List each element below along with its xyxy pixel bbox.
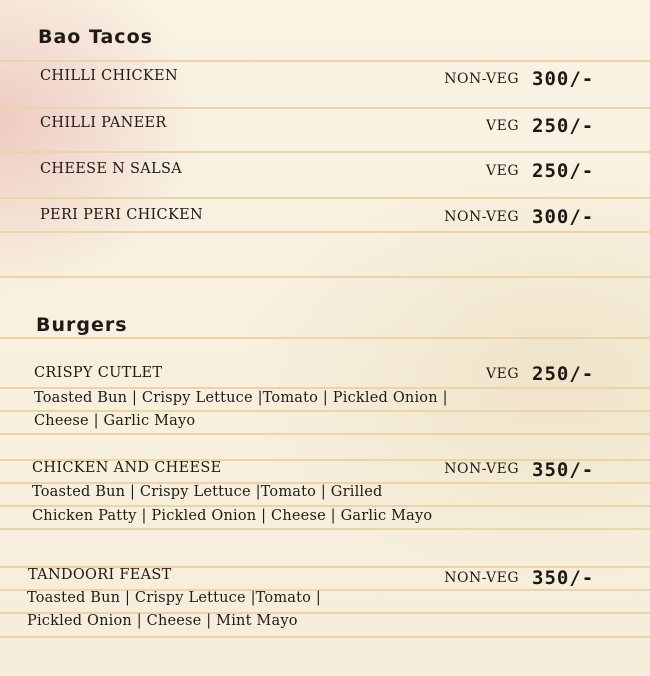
item-name: CRISPY CUTLET [34, 365, 163, 381]
ruled-line [0, 197, 650, 199]
item-name: CHILLI CHICKEN [40, 68, 178, 84]
item-price: 250/- [532, 115, 595, 137]
item-name: CHILLI PANEER [40, 115, 167, 131]
item-description: Pickled Onion | Cheese | Mint Mayo [27, 613, 298, 629]
item-price: 350/- [532, 459, 595, 481]
ruled-line [0, 276, 650, 278]
item-description: Toasted Bun | Crispy Lettuce |Tomato | Grilled [32, 484, 383, 500]
item-price: 300/- [532, 68, 595, 90]
item-description: Toasted Bun | Crispy Lettuce |Tomato | Pickled Onion | [34, 390, 448, 406]
item-description: Chicken Patty | Pickled Onion | Cheese | Garlic Mayo [32, 508, 433, 524]
ruled-line [0, 410, 650, 412]
ruled-line [0, 505, 650, 507]
item-price: 250/- [532, 363, 595, 385]
section-title-burgers: Burgers [36, 314, 128, 336]
item-price: 350/- [532, 567, 595, 589]
item-type: NON-VEG [444, 570, 519, 586]
item-price: 300/- [532, 206, 595, 228]
item-price: 250/- [532, 160, 595, 182]
item-type: VEG [485, 163, 519, 179]
item-type: VEG [485, 118, 519, 134]
ruled-line [0, 60, 650, 62]
ruled-line [0, 636, 650, 638]
ruled-line [0, 528, 650, 530]
item-type: NON-VEG [444, 461, 519, 477]
item-description: Toasted Bun | Crispy Lettuce |Tomato | [27, 590, 322, 606]
item-type: NON-VEG [444, 71, 519, 87]
ruled-line [0, 107, 650, 109]
ruled-line [0, 433, 650, 435]
ruled-line [0, 387, 650, 389]
ruled-line [0, 231, 650, 233]
item-description: Cheese | Garlic Mayo [34, 413, 196, 429]
ruled-line [0, 151, 650, 153]
ruled-line [0, 337, 650, 339]
item-name: CHEESE N SALSA [40, 161, 182, 177]
item-name: CHICKEN AND CHEESE [32, 460, 222, 476]
item-name: PERI PERI CHICKEN [40, 207, 203, 223]
section-title-bao-tacos: Bao Tacos [38, 26, 153, 48]
item-name: TANDOORI FEAST [28, 567, 172, 583]
item-type: NON-VEG [444, 209, 519, 225]
item-type: VEG [485, 366, 519, 382]
